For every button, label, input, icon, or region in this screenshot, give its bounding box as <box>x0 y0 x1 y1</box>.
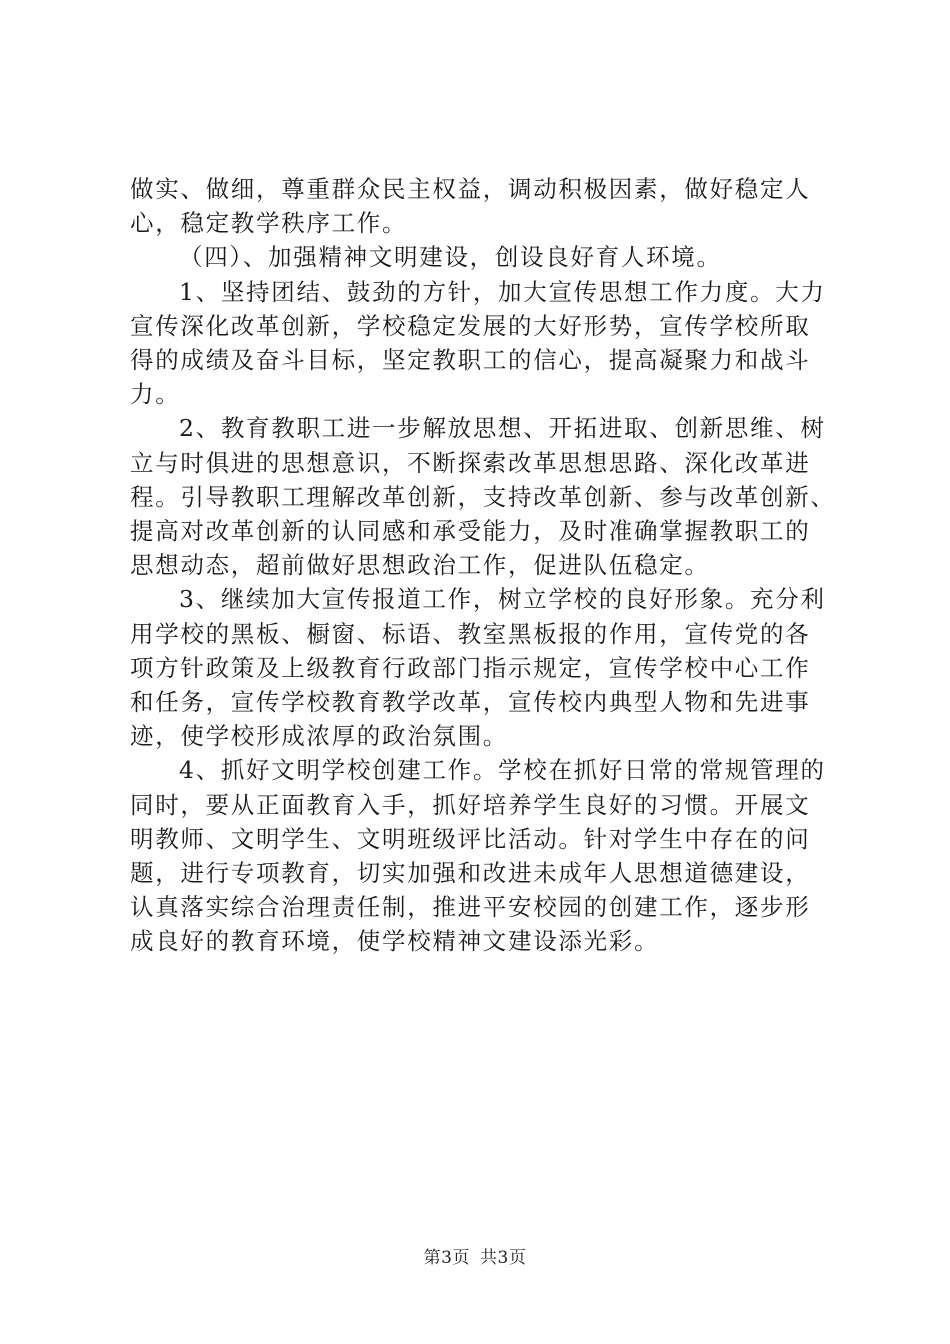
text-line: 题，进行专项教育，切实加强和改进未成年人思想道德建设， <box>130 859 811 888</box>
text-line: （四）、加强精神文明建设，创设良好育人环境。 <box>179 243 722 272</box>
paragraph-item-4 <box>130 753 830 958</box>
paragraph-item-3 <box>130 582 830 753</box>
text-line: 4、抓好文明学校创建工作。学校在抓好日常的常规管理的 <box>179 756 826 785</box>
text-line: 迹，使学校形成浓厚的政治氛围。 <box>130 722 508 751</box>
paragraph-continuation <box>130 172 830 240</box>
paragraph-item-2 <box>130 411 836 582</box>
text-line: 程。引导教职工理解改革创新，支持改革创新、参与改革创新、 <box>130 482 836 511</box>
text-line: 认真落实综合治理责任制，推进平安校园的创建工作，逐步形 <box>130 893 811 922</box>
text-line: 和任务，宣传学校教育教学改革，宣传校内典型人物和先进事 <box>130 688 811 717</box>
text-line: 同时，要从正面教育入手，抓好培养学生良好的习惯。开展文 <box>130 790 811 819</box>
page-total: 共3页 <box>480 1248 527 1268</box>
text-line: 立与时俱进的思想意识，不断探索改革思想思路、深化改革进 <box>130 448 811 477</box>
text-line: 得的成绩及奋斗目标，坚定教职工的信心，提高凝聚力和战斗 <box>130 346 811 375</box>
section-heading-4 <box>130 240 830 274</box>
text-line: 做实、做细，尊重群众民主权益，调动积极因素，做好稳定人 <box>130 175 811 203</box>
text-line: 宣传深化改革创新，学校稳定发展的大好形势，宣传学校所取 <box>130 311 811 340</box>
document-body <box>130 172 836 959</box>
text-line: 3、继续加大宣传报道工作，树立学校的良好形象。充分利 <box>179 585 826 614</box>
text-line: 成良好的教育环境，使学校精神文建设添光彩。 <box>130 927 660 956</box>
text-line: 力。 <box>130 380 181 409</box>
text-line: 思想动态，超前做好思想政治工作，促进队伍稳定。 <box>130 551 710 580</box>
text-line: 明教师、文明学生、文明班级评比活动。针对学生中存在的问 <box>130 824 811 853</box>
paragraph-item-1 <box>130 275 830 412</box>
text-line: 2、教育教职工进一步解放思想、开拓进取、创新思维、树 <box>179 414 826 443</box>
page-footer <box>0 1243 950 1268</box>
text-line: 项方针政策及上级教育行政部门指示规定，宣传学校中心工作 <box>130 653 811 682</box>
text-line: 1、坚持团结、鼓劲的方针，加大宣传思想工作力度。大力 <box>179 277 826 306</box>
text-line: 心，稳定教学秩序工作。 <box>130 209 408 238</box>
page-number: 第3页 <box>423 1248 470 1268</box>
text-line: 提高对改革创新的认同感和承受能力，及时准确掌握教职工的 <box>130 517 811 546</box>
text-line: 用学校的黑板、橱窗、标语、教室黑板报的作用，宣传党的各 <box>130 619 811 648</box>
